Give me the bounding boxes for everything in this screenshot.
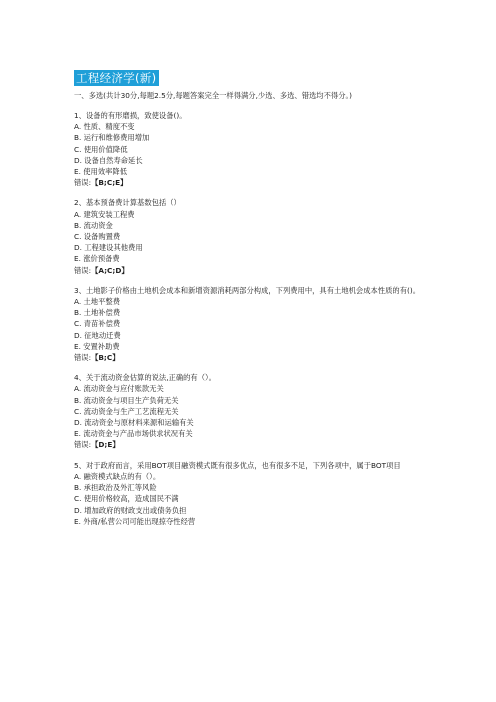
answer-line bbox=[74, 352, 434, 363]
option-a: A. 流动资金与应付账款无关 bbox=[74, 384, 164, 394]
question-3 bbox=[74, 285, 434, 363]
question-1 bbox=[74, 110, 434, 188]
option-a: A. 融资模式缺点的有（）。 bbox=[74, 471, 161, 481]
option-e: E. 外商/私营公司可能出现掠夺性经营 bbox=[74, 516, 196, 526]
option-b: B. 承担政治及外汇等风险 bbox=[74, 483, 157, 493]
question-stem: 5、对于政府而言，采用BOT项目融资模式既有很多优点，也有很多不足，下列各项中，属于BOT项目 bbox=[74, 460, 401, 470]
answer-line bbox=[74, 177, 434, 188]
answer-value: 【B;C】 bbox=[91, 353, 120, 363]
answer-value: 【A;C;D】 bbox=[91, 265, 129, 275]
answer-label: 错误: bbox=[74, 353, 92, 363]
answer-value: 【B;C;E】 bbox=[91, 178, 128, 188]
option-c: C. 使用价值降低 bbox=[74, 144, 128, 154]
option-b: B. 运行和维修费用增加 bbox=[74, 133, 150, 143]
option-e: E. 涨价预备费 bbox=[74, 254, 120, 264]
option-a: A. 性质、精度不变 bbox=[74, 122, 135, 132]
answer-label: 错误: bbox=[74, 265, 92, 275]
option-c: C. 青苗补偿费 bbox=[74, 319, 121, 329]
question-stem: 2、基本预备费计算基数包括（） bbox=[74, 198, 181, 208]
option-c: C. 使用价格较高，造成国民不满 bbox=[74, 494, 179, 504]
document-page bbox=[74, 67, 434, 536]
option-e: E. 安置补助费 bbox=[74, 341, 120, 351]
question-5 bbox=[74, 460, 434, 527]
answer-label: 错误: bbox=[74, 440, 92, 450]
option-b: B. 土地补偿费 bbox=[74, 308, 121, 318]
option-e: E. 流动资金与产品市场供求状况有关 bbox=[74, 429, 193, 439]
option-c: C. 设备购置费 bbox=[74, 232, 121, 242]
option-d: D. 设备自然寿命延长 bbox=[74, 155, 143, 165]
option-e: E. 使用效率降低 bbox=[74, 167, 128, 177]
option-c: C. 流动资金与生产工艺流程无关 bbox=[74, 406, 179, 416]
answer-line bbox=[74, 439, 434, 450]
question-stem: 1、设备的有形磨损，致使设备()。 bbox=[74, 111, 187, 120]
option-d: D. 征地动迁费 bbox=[74, 330, 121, 340]
option-b: B. 流动资金 bbox=[74, 220, 113, 230]
document-title: 工程经济学(新) bbox=[74, 70, 159, 86]
option-a: A. 建筑安装工程费 bbox=[74, 209, 135, 219]
answer-label: 错误: bbox=[74, 178, 92, 188]
option-a: A. 土地平整费 bbox=[74, 297, 120, 307]
question-stem: 4、关于流动资金估算的说法,正确的有（）。 bbox=[74, 373, 216, 383]
option-d: D. 工程建设其他费用 bbox=[74, 243, 143, 253]
question-stem: 3、土地影子价格由土地机会成本和新增资源消耗两部分构成，下列费用中，具有土地机会成本性质的有()。 bbox=[74, 285, 420, 295]
question-2 bbox=[74, 197, 434, 275]
question-4 bbox=[74, 372, 434, 450]
option-d: D. 流动资金与原材料来源和运输有关 bbox=[74, 418, 194, 428]
answer-value: 【D;E】 bbox=[91, 440, 120, 450]
answer-line bbox=[74, 265, 434, 276]
option-b: B. 流动资金与项目生产负荷无关 bbox=[74, 395, 179, 405]
section-intro: 一、多选(共计30分,每题2.5分,每题答案完全一样得满分,少选、多选、错选均不得分。) bbox=[74, 91, 352, 100]
option-d: D. 增加政府的财政支出或债务负担 bbox=[74, 505, 187, 515]
